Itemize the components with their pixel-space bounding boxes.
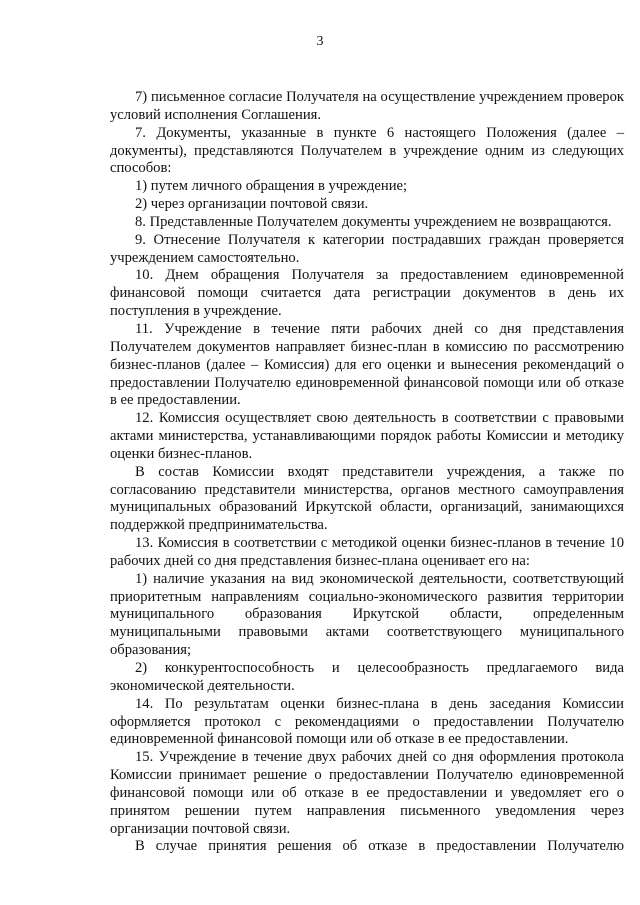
paragraph-clause-14: 14. По результатам оценки бизнес-плана в день заседания Комиссии оформляется протокол с рекомендациями о предоставлении Получателю единовременной финансовой помощи или об отказе в ее предоставлении. <box>110 695 624 748</box>
paragraph-clause-12: 12. Комиссия осуществляет свою деятельность в соответствии с правовыми актами министерства, устанавливающими порядок работы Комиссии и методику оценки бизнес-планов. <box>110 410 624 462</box>
document-body <box>110 89 624 856</box>
paragraph-7-item-7: 7) письменное согласие Получателя на осуществление учреждением проверок условий исполнения Соглашения. <box>110 89 624 123</box>
paragraph-refusal-case: В случае принятия решения об отказе в предоставлении Получателю <box>135 838 624 855</box>
paragraph-clause-11: 11. Учреждение в течение пяти рабочих дней со дня представления Получателем документов направляет бизнес-план в комиссию по рассмотрению бизнес-планов (далее – Комиссия) для его оценки и вынесения рекомендаций о предоставлении Получателю единовременной финансовой помощи или об отказе в ее предоставлении. <box>110 320 624 409</box>
page-number: 3 <box>316 34 324 49</box>
paragraph-clause-13-item-1: 1) наличие указания на вид экономической деятельности, соответствующий приоритетным направлениям социально-экономического развития территории муниципального образования Иркутской области, определенным муниципальными правовыми актами соответствующего муниципального образования; <box>110 570 624 659</box>
paragraph-commission-composition: В состав Комиссии входят представители учреждения, а также по согласованию представители министерства, органов местного самоуправления муниципальных образований Иркутской области, организаций, занимающихся поддержкой предпринимательства. <box>110 463 624 534</box>
paragraph-clause-7-item-1: 1) путем личного обращения в учреждение; <box>135 178 408 195</box>
paragraph-clause-7-item-2: 2) через организации почтовой связи. <box>135 196 369 213</box>
paragraph-clause-10: 10. Днем обращения Получателя за предоставлением единовременной финансовой помощи считается дата регистрации документов в день их поступления в учреждение. <box>110 267 624 320</box>
paragraph-clause-13: 13. Комиссия в соответствии с методикой оценки бизнес-планов в течение 10 рабочих дней со дня представления бизнес-плана оценивает его на: <box>110 535 624 569</box>
paragraph-clause-13-item-2: 2) конкурентоспособность и целесообразность предлагаемого вида экономической деятельности. <box>110 660 624 694</box>
paragraph-clause-8: 8. Представленные Получателем документы учреждением не возвращаются. <box>135 213 612 230</box>
paragraph-clause-7: 7. Документы, указанные в пункте 6 настоящего Положения (далее – документы), представляются Получателем в учреждение одним из следующих способов: <box>110 124 624 177</box>
paragraph-clause-15: 15. Учреждение в течение двух рабочих дней со дня оформления протокола Комиссии принимает решение о предоставлении Получателю единовременной финансовой помощи или об отказе в ее предоставлении и уведомляет его о принятом решении путем направления письменного уведомления через организации почтовой связи. <box>110 749 624 837</box>
paragraph-clause-9: 9. Отнесение Получателя к категории пострадавших граждан проверяется учреждением самостоятельно. <box>110 231 624 266</box>
